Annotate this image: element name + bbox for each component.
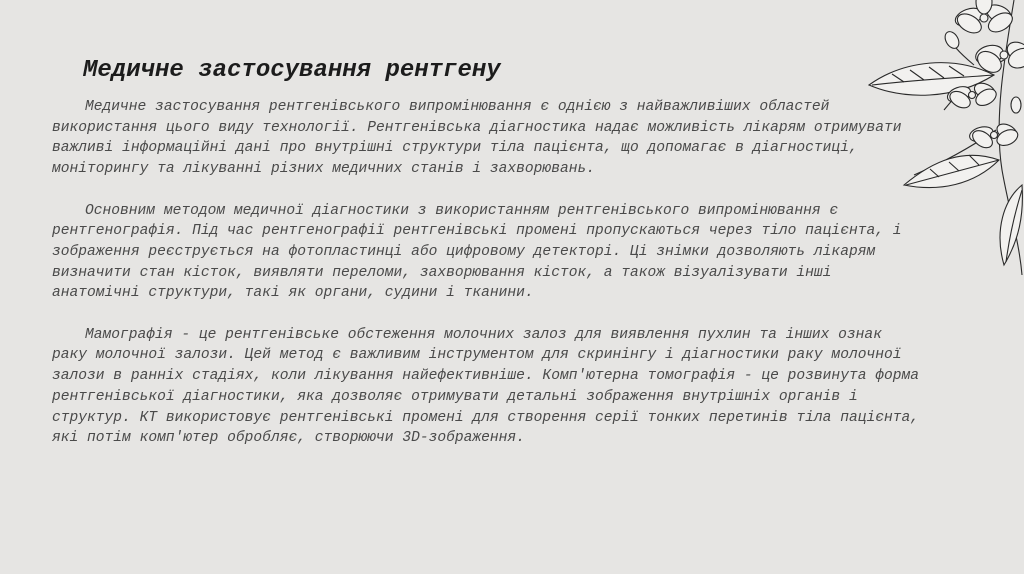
paragraph-radiology-overview: Медичне застосування рентгенівського випромінювання є однією з найважливіших областей використання цього виду технології. Рентгенівська діагностика надає можливість лікарям отримувати важливі інформаційні дані про внутрішні структури тіла пацієнта, що допомагає в діагностиці, моніторингу та лікуванні різних медичних станів і захворювань. — [52, 99, 902, 178]
slide-title: Медичне застосування рентгену — [83, 57, 501, 84]
paragraph-mammography-ct: Мамографія - це рентгенівське обстеження молочних залоз для виявлення пухлин та інших ознак раку молочної залози. Цей метод є важливим інструментом для скринінгу і діагностики раку молочної залози в ранніх стадіях, коли лікування найефективніше. Комп'ютерна томографія - це розвинута форма рентгенівської діагностики, яка дозволяє отримувати детальні зображення внутрішніх органів і структур. КТ використовує рентгенівські промені для створення серії тонких перетинів тіла пацієнта, які потім комп'ютер обробляє, створюючи 3D-зображення. — [52, 326, 920, 447]
slide-body — [52, 97, 922, 449]
paragraph-radiography: Основним методом медичної діагностики з використанням рентгенівського випромінювання є рентгенографія. Під час рентгенографії рентгенівські промені пропускаються через тіло пацієнта, і зображення реєструється на фотопластинці або цифровому детекторі. Ці знімки дозволяють лікарям визначити стан кісток, виявляти переломи, захворювання кісток, а також візуалізувати інші анатомічні структури, такі як органи, судини і тканини. — [52, 202, 902, 302]
